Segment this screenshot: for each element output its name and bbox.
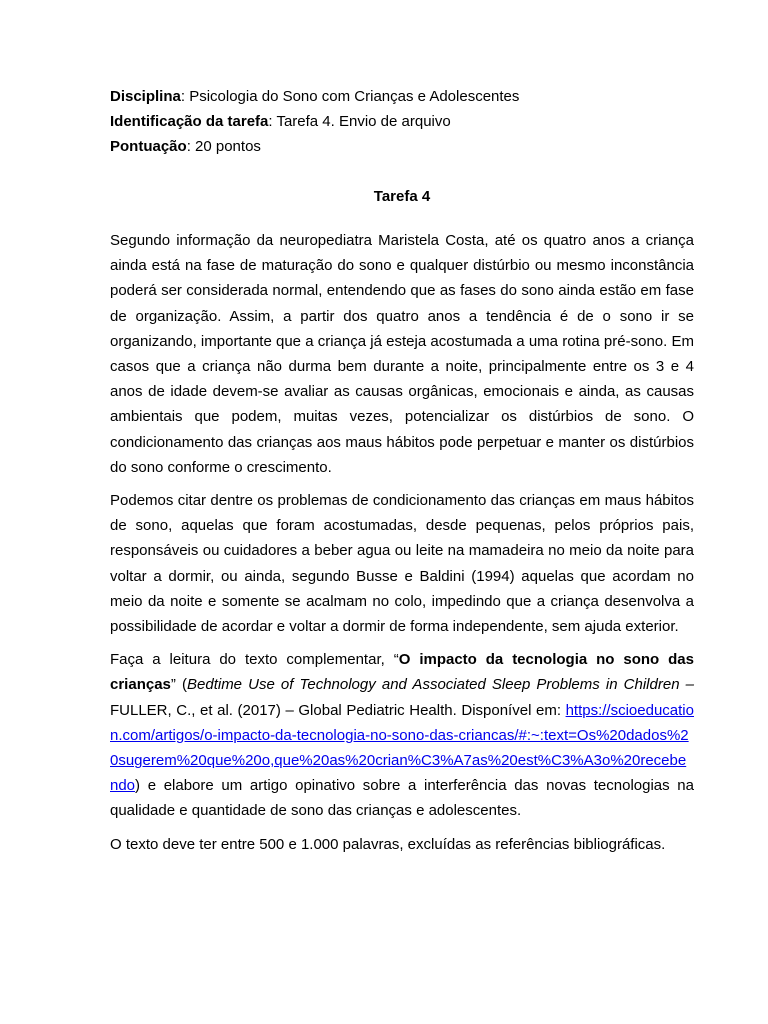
article-link[interactable]: https://scioeducation.com/artigos/o-impacto-da-tecnologia-no-sono-das-criancas/#:~:text=Os%20dados%20sugerem%20que%20o,que%20as%20crian%C3%A7as%20est%C3%A3o%20recebendo	[110, 701, 694, 795]
disciplina-value: : Psicologia do Sono com Crianças e Adolescentes	[180, 88, 520, 105]
paragraph-3-outro: ) e elabore um artigo opinativo sobre a interferência das novas tecnologias na qualidade e quantidade de sono das crianças e adolescentes.	[110, 777, 694, 820]
citation-text: FULLER, C., et al. (2017) – Global Pediatric Health. Disponível em:	[110, 701, 566, 719]
paragraph-2: Podemos citar dentre os problemas de condicionamento das crianças em maus hábitos de sono, aquelas que foram acostumadas, desde pequenas, pelos próprios pais, responsáveis ou cuidadores a beber agua ou leite na mamadeira no meio da noite para voltar a dormir, ou ainda, segundo Busse e Baldini (1994) aquelas que acordam no meio da noite e somente se acalmam no colo, impedindo que a criança desenvolva a possibilidade de acordar e voltar a dormir de forma independente, sem ajuda exterior.	[110, 492, 694, 636]
paragraph-3-after-title: ” (	[170, 676, 187, 694]
paragraph-1: Segundo informação da neuropediatra Maristela Costa, até os quatro anos a criança ainda está na fase de maturação do sono e qualquer distúrbio ou mesmo inconstância poderá ser considerada normal, entendendo que as fases do sono ainda estão em fase de organização. Assim, a partir dos quatro anos a tendência é de o sono ir se organizando, importante que a criança já esteja acostumada a uma rotina pré-sono. Em casos que a criança não durma bem durante a noite, principalmente entre os 3 e 4 anos de idade devem-se avaliar as causas orgânicas, emocionais e ainda, as causas ambientais que podem, muitas vezes, potencializar os distúrbios de sono. O condicionamento das crianças aos maus hábitos pode perpetuar e manter os distúrbios do sono conforme o crescimento.	[110, 232, 694, 476]
pontuacao-value: : 20 pontos	[186, 138, 261, 155]
identificacao-value: : Tarefa 4. Envio de arquivo	[268, 113, 451, 130]
identificacao-label: Identificação da tarefa	[110, 113, 269, 130]
disciplina-line	[110, 84, 694, 109]
disciplina-label: Disciplina	[110, 88, 181, 105]
identificacao-line	[110, 109, 694, 134]
paragraph-3	[110, 647, 694, 823]
english-title: Bedtime Use of Technology and Associated Sleep Problems in Children –	[187, 676, 694, 694]
pontuacao-label: Pontuação	[110, 138, 187, 155]
document-body	[110, 84, 694, 857]
paragraph-3-intro: Faça a leitura do texto complementar, “	[110, 651, 399, 669]
page-title: Tarefa 4	[373, 188, 431, 205]
complementary-text-title: O impacto da tecnologia no sono das crianças	[110, 651, 694, 694]
pontuacao-line	[110, 134, 694, 159]
paragraph-4: O texto deve ter entre 500 e 1.000 palavras, excluídas as referências bibliográficas.	[110, 835, 666, 853]
